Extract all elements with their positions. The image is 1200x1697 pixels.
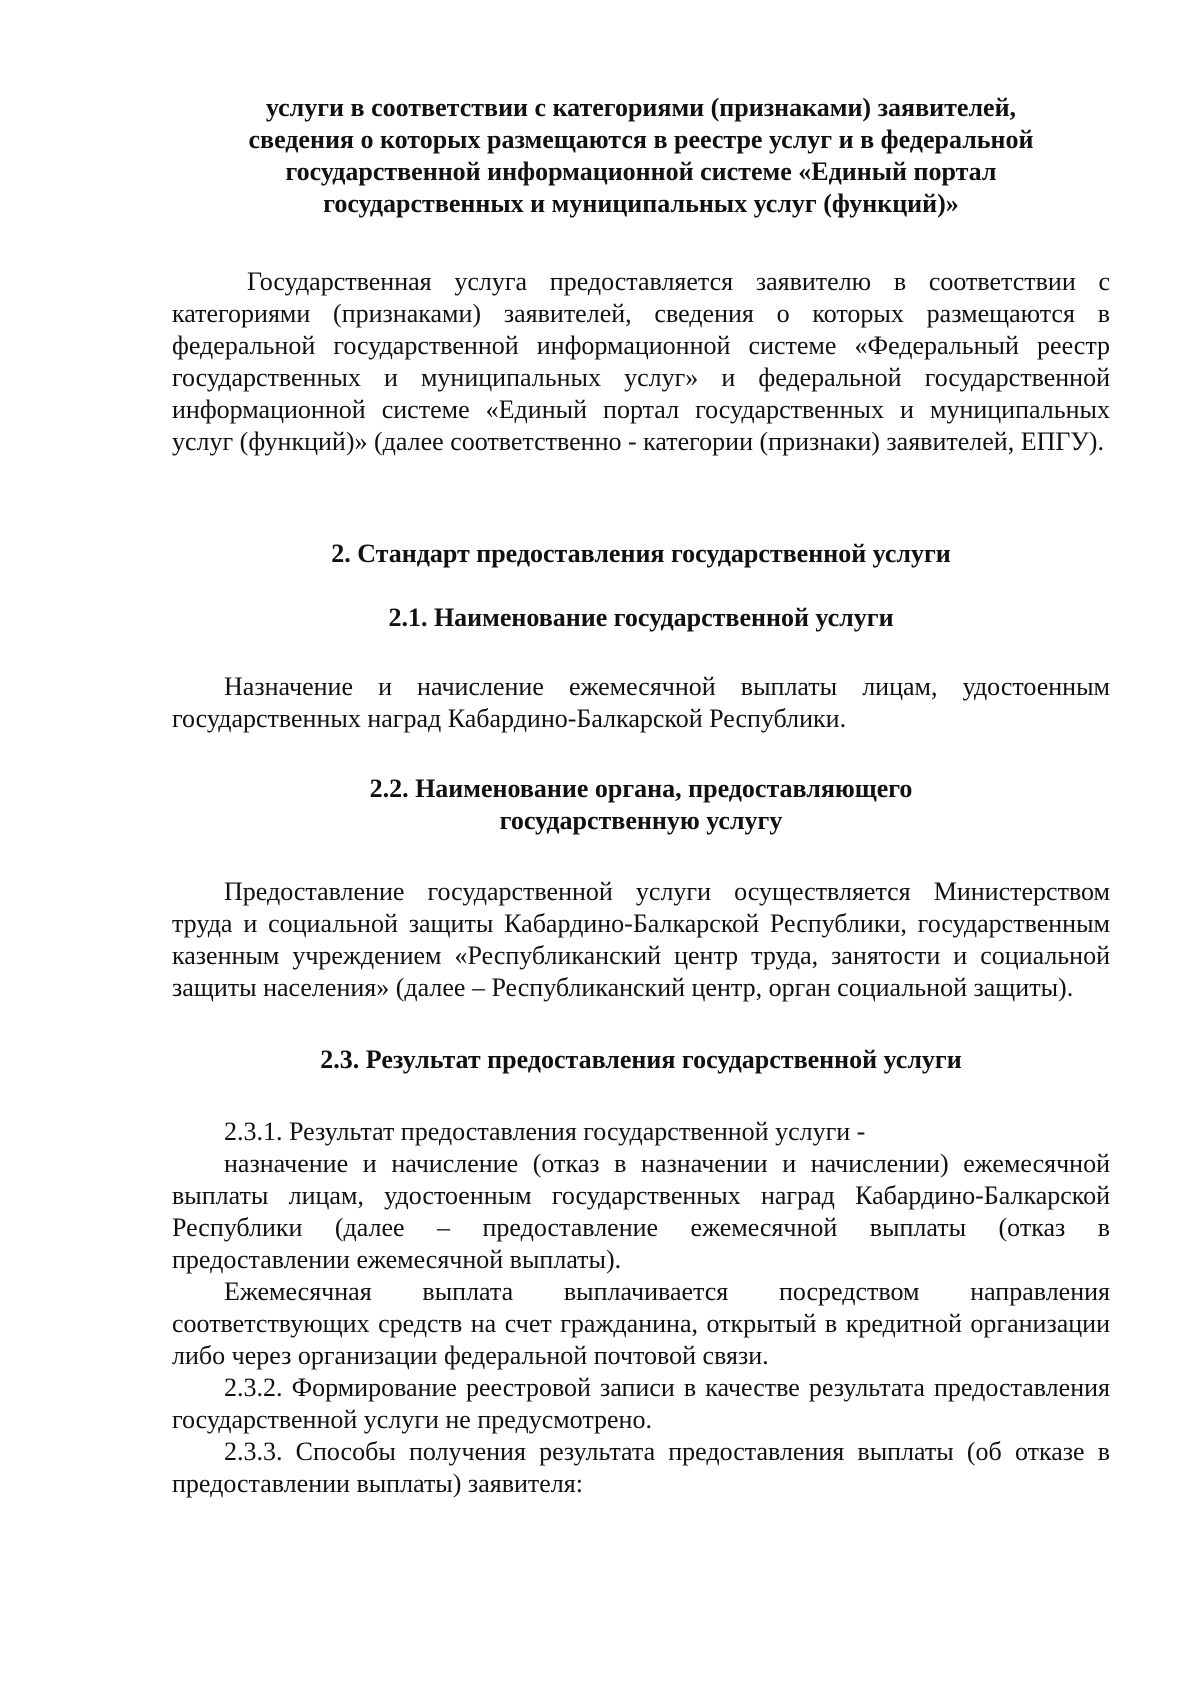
section-2-3-1-payment-paragraph: Ежемесячная выплата выплачивается посредством направления соответствующих средств на счет гражданина, открытый в кредитной организации либо через организации федеральной почтовой связи. bbox=[172, 1277, 1110, 1370]
intro-heading-line: государственной информационной системе «Единый портал bbox=[285, 157, 997, 186]
section-2-2-heading-line: государственную услугу bbox=[499, 806, 783, 835]
intro-paragraph: Государственная услуга предоставляется заявителю в соответствии с категориями (признаками) заявителей, сведения о которых размещаются в федеральной государственной информационной системе «Федеральный реестр государственных и муниципальных услуг» и федеральной государственной информационной системе «Единый портал государственных и муниципальных услуг (функций)» (далее соответственно - категории (признаки) заявителей, ЕПГУ). bbox=[172, 267, 1110, 456]
document-body bbox=[172, 92, 1110, 1500]
section-2-1-heading: 2.1. Наименование государственной услуги bbox=[388, 603, 894, 632]
section-2-2-paragraph: Предоставление государственной услуги осуществляется Министерством труда и социальной защиты Кабардино-Балкарской Республики, государственным казенным учреждением «Республиканский центр труда, занятости и социальной защиты населения» (далее – Республиканский центр, орган социальной защиты). bbox=[172, 877, 1110, 1002]
intro-heading-line: государственных и муниципальных услуг (функций)» bbox=[323, 189, 959, 218]
intro-heading-line: сведения о которых размещаются в реестре услуг и в федеральной bbox=[248, 125, 1034, 154]
section-2-2-heading bbox=[172, 773, 1110, 837]
section-2-3-3-paragraph: 2.3.3. Способы получения результата предоставления выплаты (об отказе в предоставлении выплаты) заявителя: bbox=[172, 1437, 1110, 1498]
section-2-heading: 2. Стандарт предоставления государственной услуги bbox=[331, 539, 951, 568]
section-2-3-1-line: 2.3.1. Результат предоставления государственной услуги - bbox=[224, 1117, 866, 1146]
section-2-3-2-paragraph: 2.3.2. Формирование реестровой записи в качестве результата предоставления государственной услуги не предусмотрено. bbox=[172, 1373, 1110, 1434]
intro-heading bbox=[172, 92, 1110, 220]
section-2-3-1-paragraph: назначение и начисление (отказ в назначении и начислении) ежемесячной выплаты лицам, удостоенным государственных наград Кабардино-Балкарской Республики (далее – предоставление ежемесячной выплаты (отказ в предоставлении ежемесячной выплаты). bbox=[172, 1149, 1110, 1274]
section-2-3-heading: 2.3. Результат предоставления государственной услуги bbox=[320, 1045, 962, 1074]
section-2-1-paragraph: Назначение и начисление ежемесячной выплаты лицам, удостоенным государственных наград Кабардино-Балкарской Республики. bbox=[172, 672, 1110, 733]
section-2-2-heading-line: 2.2. Наименование органа, предоставляющего bbox=[369, 774, 913, 803]
intro-heading-line: услуги в соответствии с категориями (признаками) заявителей, bbox=[265, 93, 1017, 122]
